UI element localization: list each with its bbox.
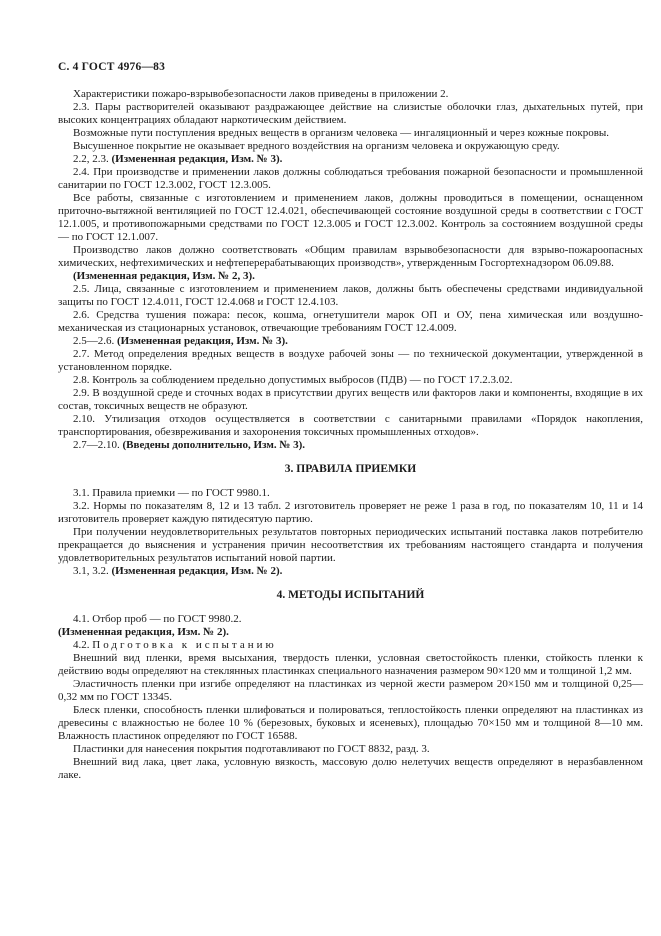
section-heading [58, 589, 643, 602]
paragraph [58, 743, 643, 756]
text-run: 2.5. Лица, связанные с изготовлением и применением лаков, должны быть обеспечены средствами индивидуальной защиты по ГОСТ 12.4.011, ГОСТ 12.4.068 и ГОСТ 12.4.103. [58, 283, 643, 308]
paragraph [58, 127, 643, 140]
text-run: 3.2. Нормы по показателям 8, 12 и 13 табл. 2 изготовитель проверяет не реже 1 раза в год, по показателям 10, 11 и 14 изготовитель проверяет каждую пятидесятую партию. [58, 500, 643, 525]
paragraph [58, 192, 643, 244]
text-run: (Введены дополнительно, Изм. № 3). [122, 439, 306, 451]
paragraph [58, 270, 643, 283]
text-run: 3.1. Правила приемки — по ГОСТ 9980.1. [73, 487, 270, 499]
document-body [58, 88, 643, 782]
paragraph [58, 166, 643, 192]
text-run: 2.7—2.10. [73, 439, 123, 451]
paragraph [58, 639, 643, 652]
text-run: 2.8. Контроль за соблюдением предельно допустимых выбросов (ПДВ) — по ГОСТ 17.2.3.02. [73, 374, 513, 386]
section-heading [58, 463, 643, 476]
paragraph [58, 140, 643, 153]
paragraph [58, 153, 643, 166]
text-run: Эластичность пленки при изгибе определяют на пластинках из черной жести размером 20×150 мм и толщиной 0,25—0,32 мм по ГОСТ 13345. [58, 678, 643, 703]
text-run: Характеристики пожаро-взрывобезопасности лаков приведены в приложении 2. [73, 88, 449, 100]
paragraph [58, 374, 643, 387]
paragraph [58, 88, 643, 101]
text-run: 2.2, 2.3. [73, 153, 112, 165]
paragraph [58, 348, 643, 374]
text-run: 2.10. Утилизация отходов осуществляется в соответствии с санитарными правилами «Порядок накопления, транспортирования, обезвреживания и захоронения токсичных промышленных отходов». [58, 413, 643, 438]
text-run: Производство лаков должно соответствовать «Общим правилам взрывобезопасности для взрыво-пожароопасных химических, нефтехимических и нефтеперерабатывающих производств», утвержденным Госгортехнадзором 06.09.88. [58, 244, 643, 269]
text-run: Внешний вид лака, цвет лака, условную вязкость, массовую долю нелетучих веществ определяют в неразбавленном лаке. [58, 756, 643, 781]
text-run: (Измененная редакция, Изм. № 3). [117, 335, 288, 347]
paragraph [58, 413, 643, 439]
text-run: Подготовка к испытанию [92, 639, 277, 651]
paragraph [58, 283, 643, 309]
paragraph [58, 500, 643, 526]
text-run: (Измененная редакция, Изм. № 3). [111, 153, 283, 165]
text-run: 4. МЕТОДЫ ИСПЫТАНИЙ [276, 589, 425, 601]
text-run: 2.6. Средства тушения пожара: песок, кошма, огнетушители марок ОП и ОУ, пена химическая или воздушно-механическая из стационарных установок, отвечающие требованиям ГОСТ 12.4.009. [58, 309, 643, 334]
paragraph [58, 487, 643, 500]
text-run: 2.3. Пары растворителей оказывают раздражающее действие на слизистые оболочки глаз, дыхательных путей, при высоких концентрациях обладают наркотическим действием. [58, 101, 643, 126]
paragraph [58, 244, 643, 270]
page-header: С. 4 ГОСТ 4976—83 [58, 61, 166, 73]
text-run: 2.7. Метод определения вредных веществ в воздухе рабочей зоны — по технической документации, утвержденной в установленном порядке. [58, 348, 643, 373]
paragraph [58, 565, 643, 578]
text-run: (Измененная редакция, Изм. № 2). [111, 565, 283, 577]
text-run: 2.9. В воздушной среде и сточных водах в присутствии других веществ или факторов лаки и компоненты, входящие в их состав, токсичных веществ не образуют. [58, 387, 643, 412]
text-run: 4.2. [73, 639, 93, 651]
paragraph [58, 387, 643, 413]
text-run: Возможные пути поступления вредных веществ в организм человека — ингаляционный и через кожные покровы. [73, 127, 610, 139]
text-run: 4.1. Отбор проб — по ГОСТ 9980.2. [73, 613, 242, 625]
text-run: 2.4. При производстве и применении лаков должны соблюдаться требования пожарной безопасности и промышленной санитарии по ГОСТ 12.3.002, ГОСТ 12.3.005. [58, 166, 643, 191]
text-run: 2.5—2.6. [73, 335, 117, 347]
text-run: 3.1, 3.2. [73, 565, 112, 577]
paragraph [58, 439, 643, 452]
text-run: Все работы, связанные с изготовлением и применением лаков, должны проводиться в помещении, оснащенном приточно-вытяжной вентиляцией по ГОСТ 12.4.021, обеспечивающей состояние воздушной среды в соответствии с ГОСТ 12.1.005, и противопожарными средствами по ГОСТ 12.3.005 и ГОСТ 12.3.002. Контроль за состоянием воздушной среды — по ГОСТ 12.1.007. [58, 192, 643, 243]
text-run: 3. ПРАВИЛА ПРИЕМКИ [284, 463, 417, 475]
paragraph [58, 613, 643, 626]
paragraph [58, 756, 643, 782]
text-run: (Измененная редакция, Изм. № 2, 3). [73, 270, 255, 282]
paragraph [58, 101, 643, 127]
paragraph [58, 626, 643, 639]
paragraph [58, 335, 643, 348]
text-run: Пластинки для нанесения покрытия подготавливают по ГОСТ 8832, разд. 3. [73, 743, 430, 755]
paragraph [58, 309, 643, 335]
text-run: Высушенное покрытие не оказывает вредного воздействия на организм человека и окружающую среду. [73, 140, 560, 152]
paragraph [58, 652, 643, 678]
text-run: Внешний вид пленки, время высыхания, твердость пленки, условная светостойкость пленки, стойкость пленки к действию воды определяют на стеклянных пластинках специального назначения размером 90×120 мм и толщиной 1,2 мм. [58, 652, 643, 677]
paragraph [58, 704, 643, 743]
text-run: Блеск пленки, способность пленки шлифоваться и полироваться, теплостойкость пленки определяют на пластинках из древесины с влажностью не более 10 % (березовых, буковых и ясеневых), площадью 70×150 мм и толщиной 8—10 мм. Влажность пластинок определяют по ГОСТ 16588. [58, 704, 643, 742]
paragraph [58, 678, 643, 704]
text-run: (Измененная редакция, Изм. № 2). [58, 626, 229, 638]
text-run: При получении неудовлетворительных результатов повторных периодических испытаний поставка лаков потребителю прекращается до выяснения и устранения причин несоответствия их требованиям настоящего стандарта и получения удовлетворительных результатов испытаний новой партии. [58, 526, 643, 564]
paragraph [58, 526, 643, 565]
